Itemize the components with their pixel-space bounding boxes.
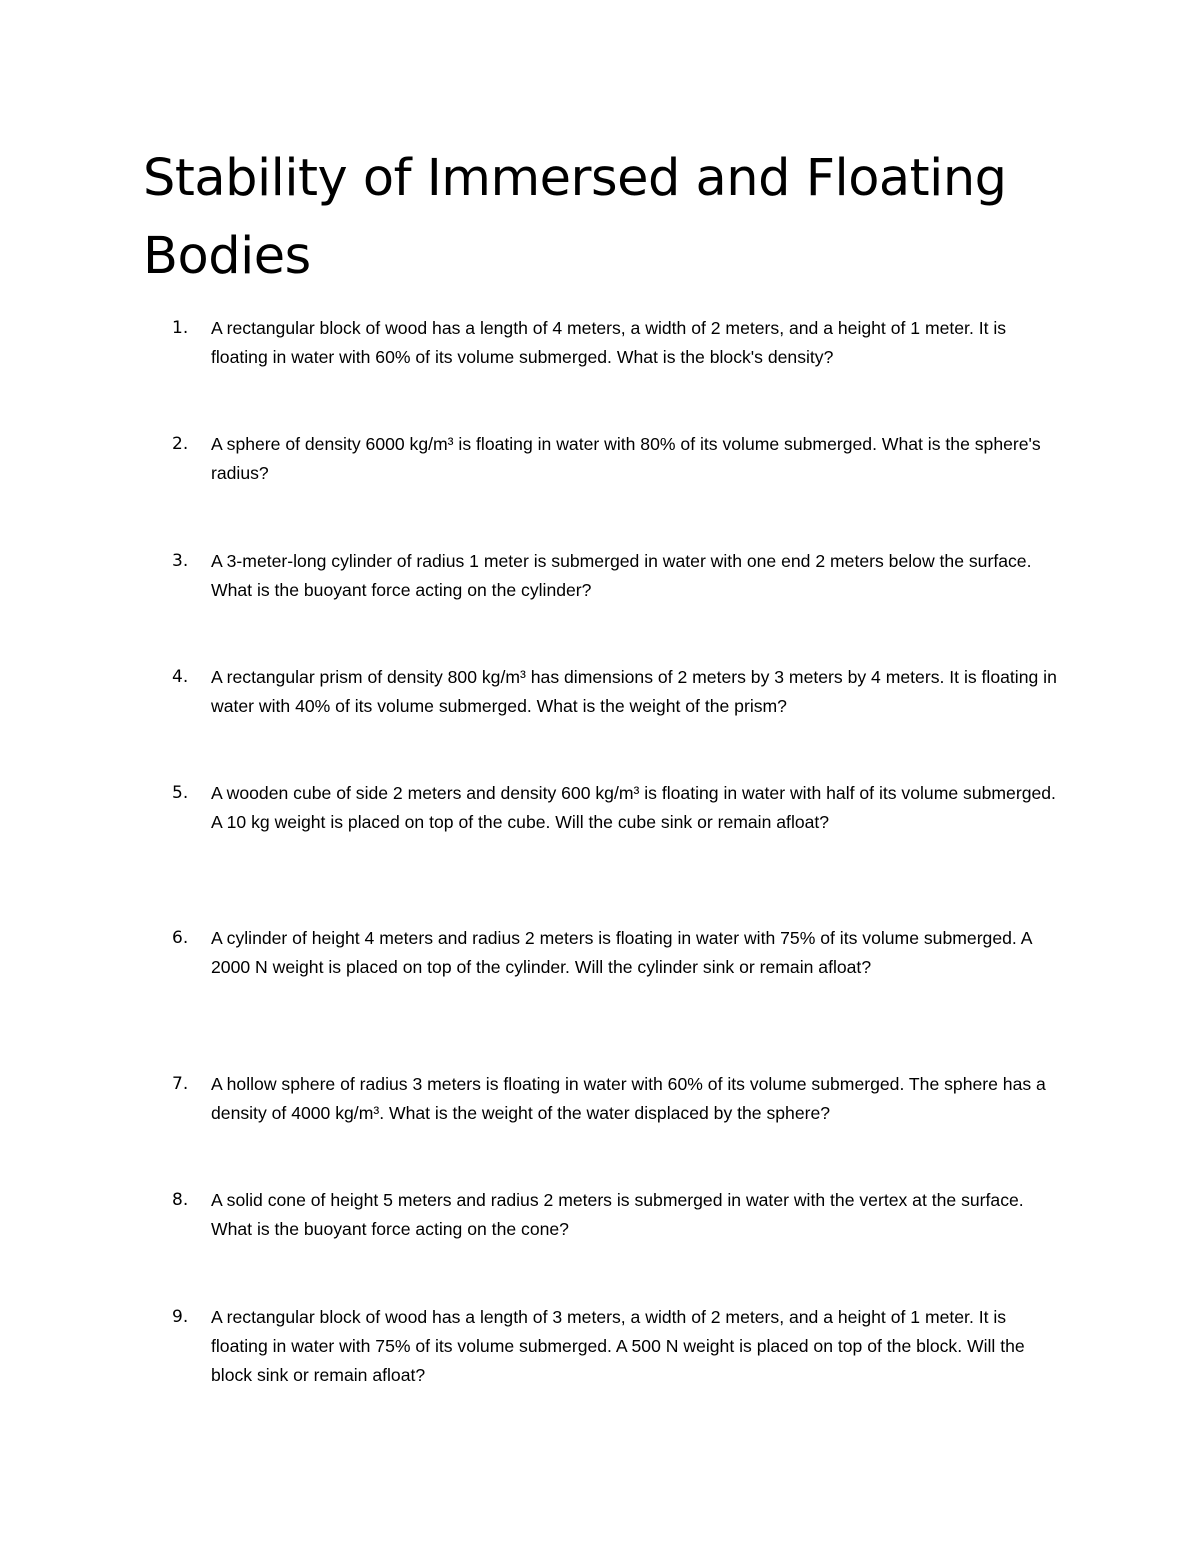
question-text: A sphere of density 6000 kg/m³ is floating in water with 80% of its volume submerged. What is the sphere's radius? [211,434,1041,483]
question-number: 5. [172,783,189,803]
question-text: A hollow sphere of radius 3 meters is floating in water with 60% of its volume submerged. The sphere has a density of 4000 kg/m³. What is the weight of the water displaced by the sphere? [211,1074,1046,1123]
question-text: A rectangular block of wood has a length of 4 meters, a width of 2 meters, and a height of 1 meter. It is floating in water with 60% of its volume submerged. What is the block's density? [211,318,1007,367]
page-title: Stability of Immersed and Floating Bodies [143,149,1007,286]
question-number: 3. [172,551,189,571]
question-text: A solid cone of height 5 meters and radius 2 meters is submerged in water with the vertex at the surface. What is the buoyant force acting on the cone? [211,1190,1024,1239]
question-text: A rectangular prism of density 800 kg/m³ has dimensions of 2 meters by 3 meters by 4 meters. It is floating in water with 40% of its volume submerged. What is the weight of the prism? [211,667,1057,716]
question-text: A cylinder of height 4 meters and radius 2 meters is floating in water with 75% of its volume submerged. A 2000 N weight is placed on top of the cylinder. Will the cylinder sink or remain afloat? [211,928,1032,977]
question-number: 2. [172,434,189,454]
question-number: 1. [172,318,189,338]
question-text: A wooden cube of side 2 meters and density 600 kg/m³ is floating in water with half of its volume submerged. A 10 kg weight is placed on top of the cube. Will the cube sink or remain afloat? [211,783,1056,832]
question-text: A rectangular block of wood has a length of 3 meters, a width of 2 meters, and a height of 1 meter. It is floating in water with 75% of its volume submerged. A 500 N weight is placed on top of the block. Will the block sink or remain afloat? [211,1307,1025,1385]
question-number: 8. [172,1190,189,1210]
question-number: 9. [172,1307,189,1327]
question-text: A 3-meter-long cylinder of radius 1 meter is submerged in water with one end 2 meters below the surface. What is the buoyant force acting on the cylinder? [211,551,1032,600]
question-number: 7. [172,1074,189,1094]
question-number: 4. [172,667,189,687]
question-number: 6. [172,928,189,948]
